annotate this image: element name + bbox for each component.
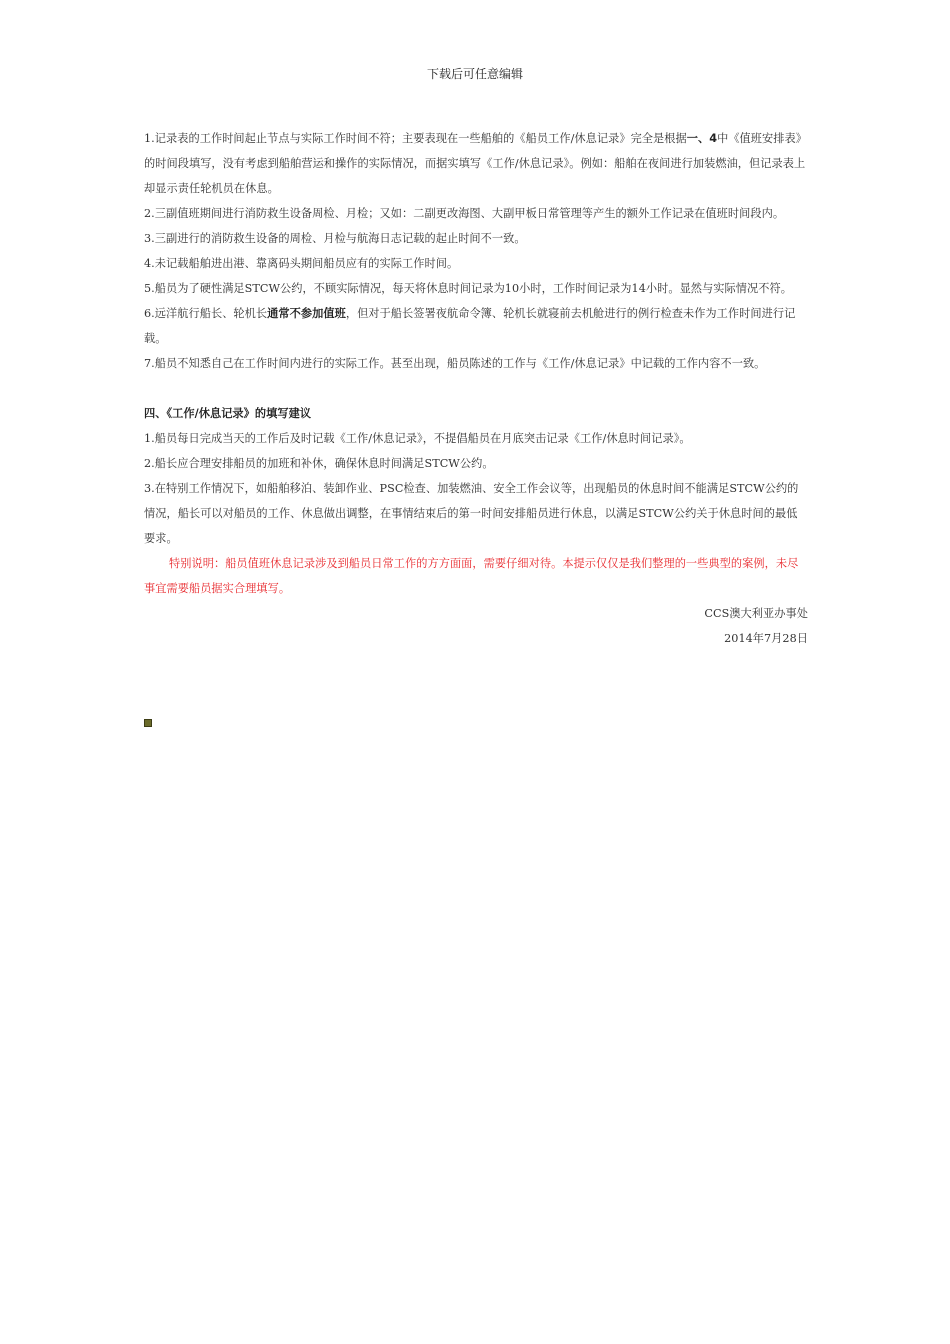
signature-org: CCS澳大利亚办事处 — [704, 607, 808, 620]
signature-date: 2014年7月28日 — [724, 632, 808, 645]
image-placeholder-icon — [144, 719, 152, 727]
page-header: 下载后可任意编辑 — [426, 67, 523, 81]
suggestion-item-2: 2.船长应合理安排船员的加班和补休，确保休息时间满足STCW公约。 — [144, 457, 494, 470]
problem-item-5: 5.船员为了硬性满足STCW公约，不顾实际情况，每天将休息时间记录为10小时，工作时间记录为14小时。显然与实际情况不符。 — [144, 282, 792, 295]
problem-item-6: 6.远洋航行船长、轮机长通常不参加值班，但对于船长签署夜航命令簿、轮机长就寝前去机舱进行的例行检查未作为工作时间进行记载。 — [144, 307, 796, 345]
problem-item-2: 2.三副值班期间进行消防救生设备周检、月检；又如：二副更改海图、大副甲板日常管理等产生的额外工作记录在值班时间段内。 — [144, 207, 785, 220]
document-body — [144, 126, 808, 651]
problem-item-7: 7.船员不知悉自己在工作时间内进行的实际工作。甚至出现，船员陈述的工作与《工作/休息记录》中记载的工作内容不一致。 — [144, 357, 766, 370]
section-heading: 四、《工作/休息记录》的填写建议 — [144, 407, 312, 420]
suggestion-item-3: 3.在特别工作情况下，如船舶移泊、装卸作业、PSC检查、加装燃油、安全工作会议等，出现船员的休息时间不能满足STCW公约的情况，船长可以对船员的工作、休息做出调整，在事情结束后的第一时间安排船员进行休息，以满足STCW公约关于休息时间的最低要求。 — [144, 482, 799, 545]
problem-item-4: 4.未记载船舶进出港、靠离码头期间船员应有的实际工作时间。 — [144, 257, 459, 270]
problem-item-3: 3.三副进行的消防救生设备的周检、月检与航海日志记载的起止时间不一致。 — [144, 232, 526, 245]
spacer — [144, 376, 808, 401]
problem-item-1: 1.记录表的工作时间起止节点与实际工作时间不符；主要表现在一些船舶的《船员工作/休息记录》完全是根据一、4中《值班安排表》的时间段填写，没有考虑到船舶营运和操作的实际情况，而据实填写《工作/休息记录》。例如：船舶在夜间进行加装燃油，但记录表上却显示责任轮机员在休息。 — [144, 132, 807, 195]
special-note: 特别说明：船员值班休息记录涉及到船员日常工作的方方面面，需要仔细对待。本提示仅仅是我们整理的一些典型的案例，未尽事宜需要船员据实合理填写。 — [144, 557, 799, 595]
suggestion-item-1: 1.船员每日完成当天的工作后及时记载《工作/休息记录》，不提倡船员在月底突击记录《工作/休息时间记录》。 — [144, 432, 691, 445]
bold-text: 通常不参加值班 — [267, 307, 346, 320]
bold-text: 一、4 — [686, 132, 718, 145]
